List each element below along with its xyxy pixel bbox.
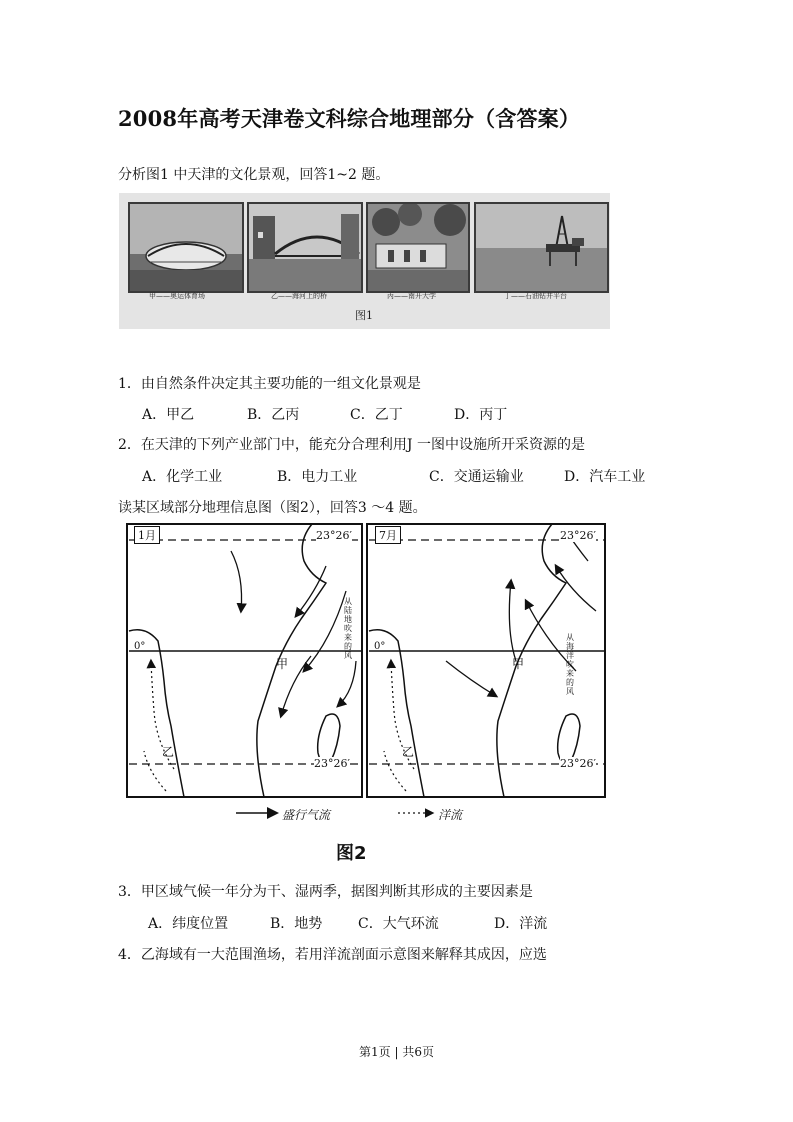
caption-bing: 丙——南开大学 [387,292,436,300]
q2-option-b: B．电力工业 [277,469,358,485]
left-lat-top: 23°26′ [316,529,352,542]
caption-ding: 丁——石油钻井平台 [504,292,567,300]
q1-stem: 1．由自然条件决定其主要功能的一组文化景观是 [118,376,421,392]
page-footer [0,1043,793,1060]
right-lat-bottom: 23°26′ [560,757,596,770]
left-region-yi: 乙 [162,745,175,759]
q1-option-d: D．丙丁 [454,407,508,423]
figure1-label: 图1 [355,309,373,322]
caption-yi: 乙——海河上的桥 [271,292,327,300]
left-equator: 0° [134,641,146,652]
figure2-maps [126,521,610,866]
right-region-yi: 乙 [402,745,415,759]
footer-page: 第1页 [359,1045,391,1059]
photo-bridge [247,202,363,293]
photo-stadium [128,202,244,293]
q1-option-a: A．甲乙 [142,407,195,423]
legend-wind: 盛行气流 [282,808,331,822]
q3-option-a: A．纬度位置 [148,916,229,932]
q3-option-c: C．大气环流 [358,916,439,932]
q4-stem: 4．乙海域有一大范围渔场，若用洋流剖面示意图来解释其成因，应选 [118,947,547,963]
q3-option-b: B．地势 [270,916,323,932]
footer-separator: | [394,1045,399,1059]
q1-option-c: C．乙丁 [350,407,403,423]
right-region-jia: 甲 [512,657,525,671]
q2-stem: 2．在天津的下列产业部门中，能充分合理利用J 一图中设施所开采资源的是 [118,437,585,453]
page-title: 2008年高考天津卷文科综合地理部分（含答案） [118,106,581,131]
footer-total: 共6页 [402,1045,434,1059]
figure1-photos [119,193,610,329]
left-wind-note: 从陆地吹来的风 [344,597,352,660]
right-month-label: 7月 [375,526,401,544]
q2-option-d: D．汽车工业 [564,469,646,485]
q3-option-d: D．洋流 [494,916,548,932]
left-lat-bottom: 23°26′ [314,757,350,770]
q2-option-a: A．化学工业 [142,469,223,485]
caption-jia: 甲——奥运体育场 [149,292,205,300]
right-wind-note: 从海洋吹来的风 [566,633,574,696]
intro-figure1: 分析图1 中天津的文化景观，回答1~2 题。 [118,167,390,183]
q3-stem: 3．甲区域气候一年分为干、湿两季，据图判断其形成的主要因素是 [118,884,533,900]
right-lat-top: 23°26′ [560,529,596,542]
intro-figure2: 读某区域部分地理信息图（图2），回答3 ～4 题。 [118,500,427,516]
q2-option-c: C．交通运输业 [429,469,524,485]
left-region-jia: 甲 [276,657,289,671]
legend-current: 洋流 [438,808,463,822]
left-month-label: 1月 [134,526,160,544]
right-equator: 0° [374,641,386,652]
photo-university [366,202,470,293]
q1-option-b: B．乙丙 [247,407,300,423]
figure2-label: 图2 [336,843,367,864]
photo-oil-platform [474,202,609,293]
